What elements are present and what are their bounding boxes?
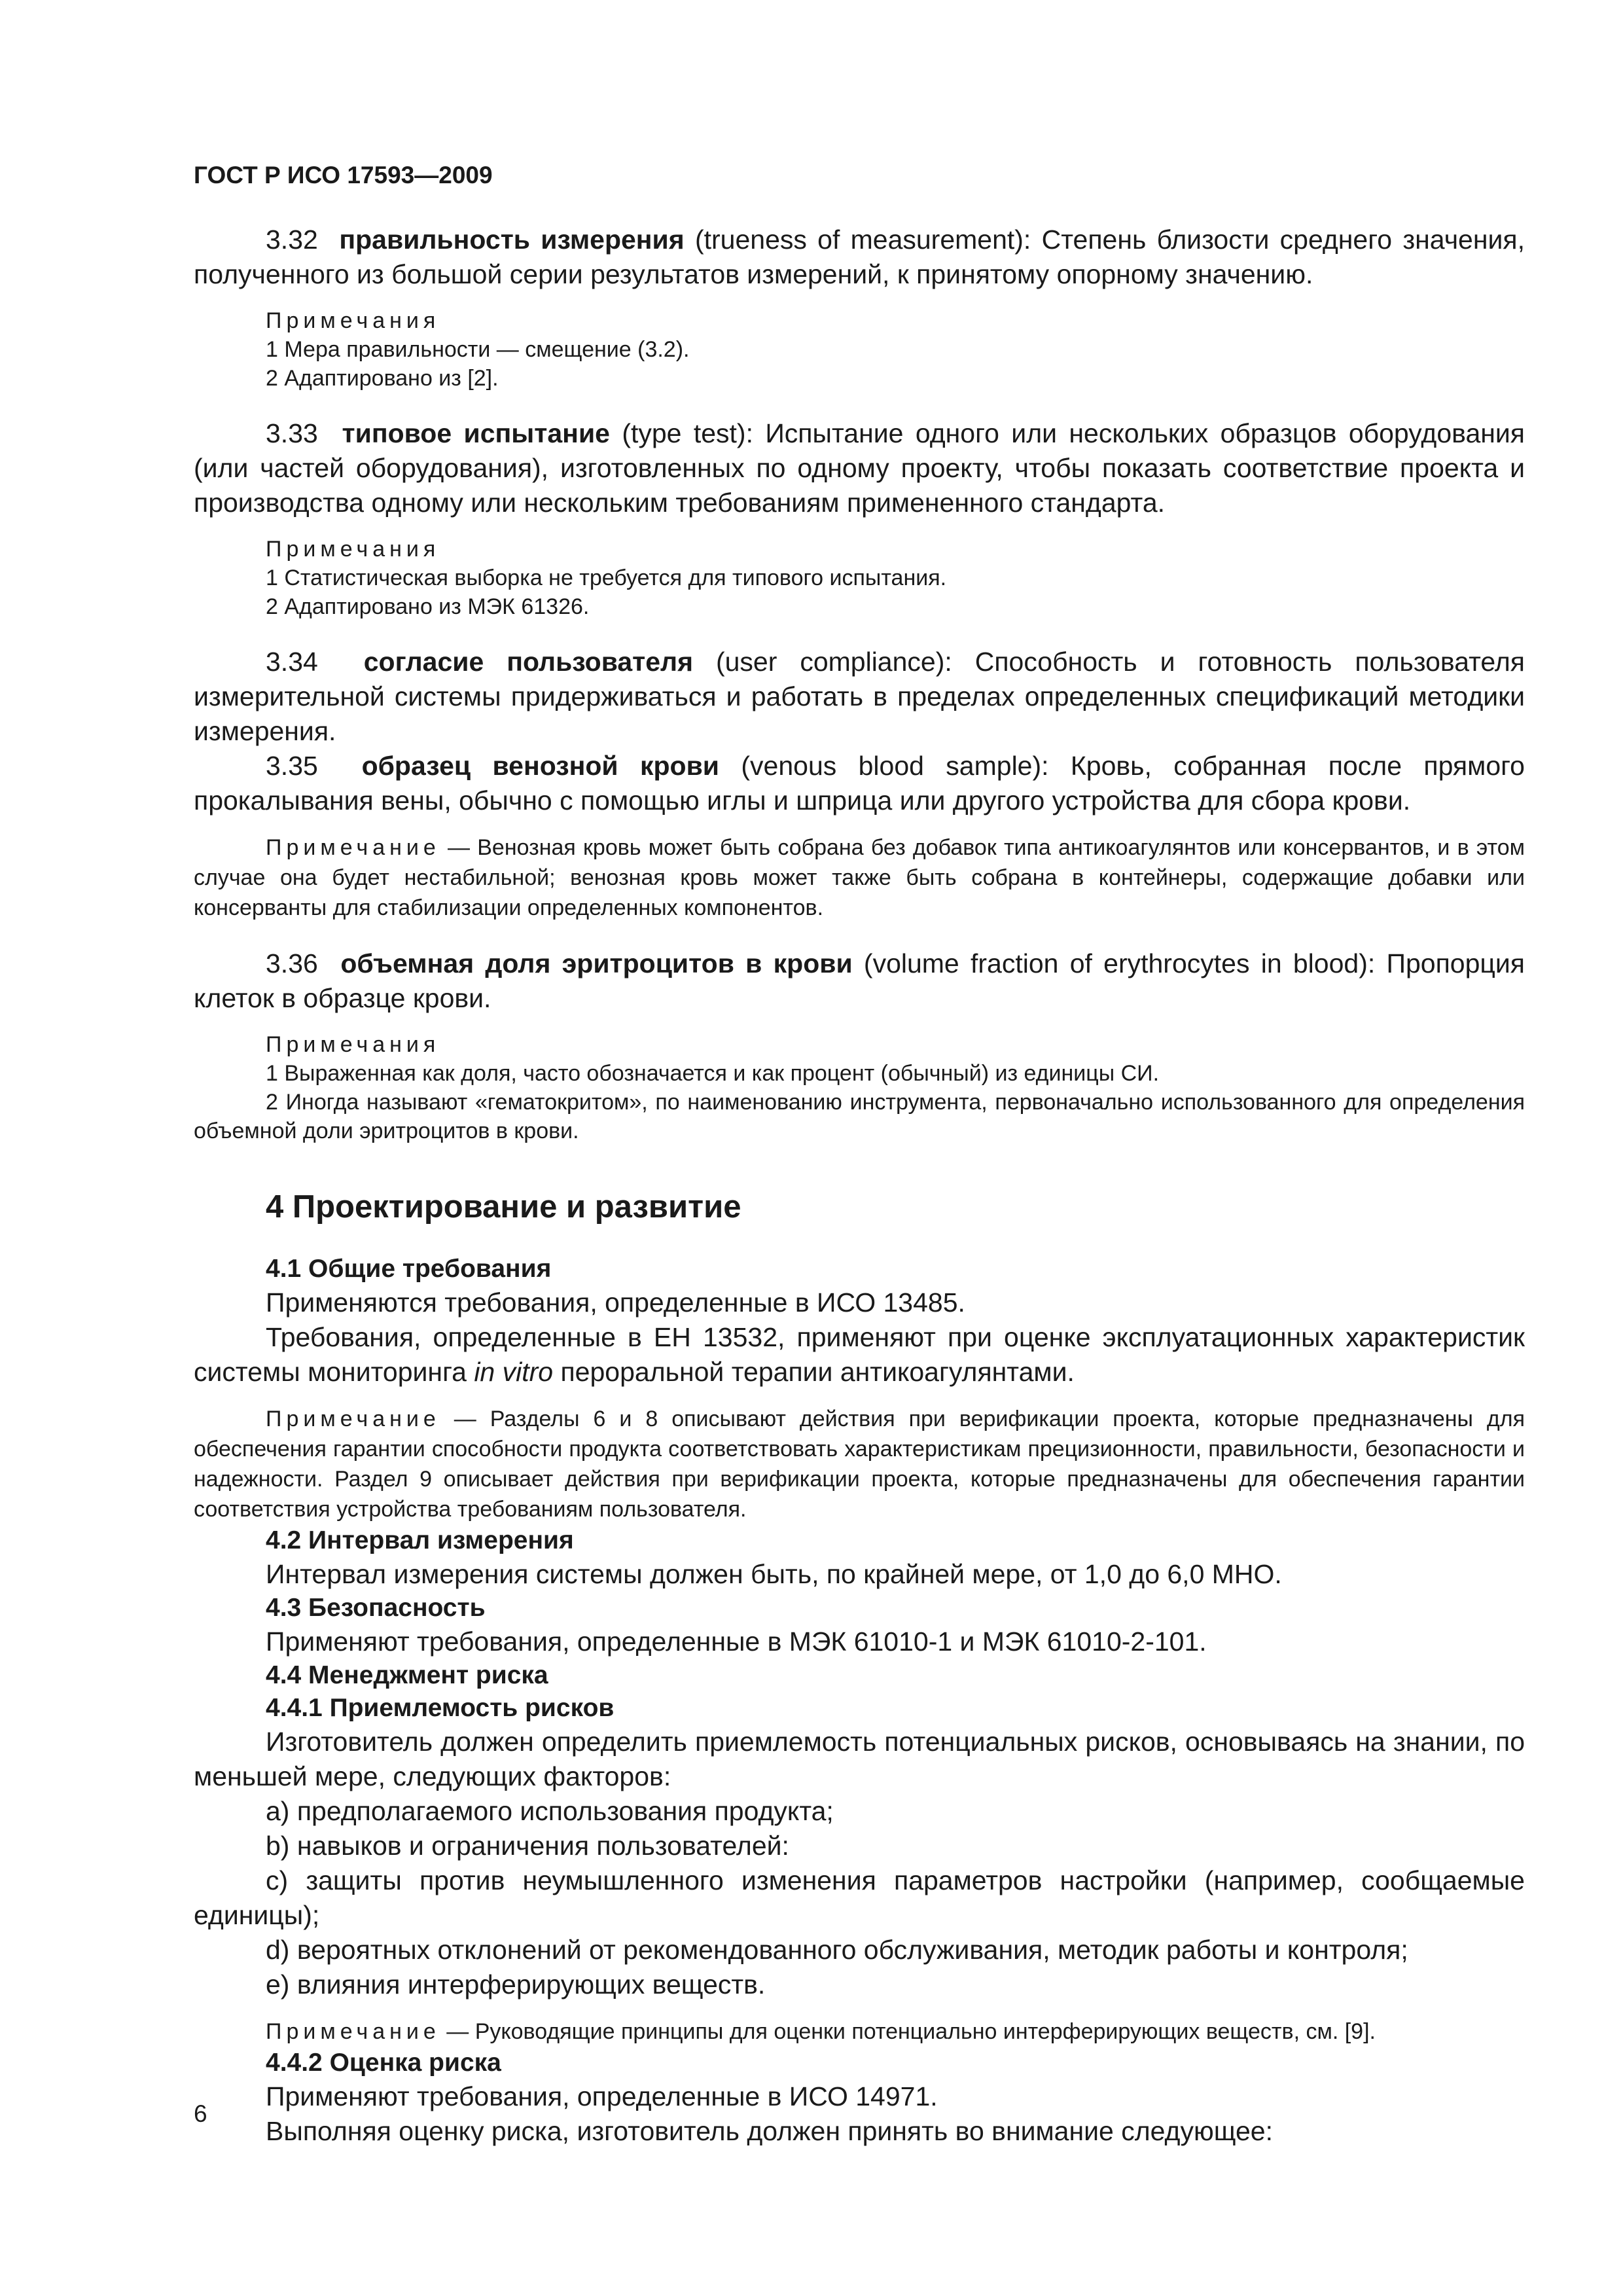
definition-3-34: [194, 645, 1525, 749]
definition-number: 3.35: [266, 751, 318, 781]
definition-3-33: [194, 416, 1525, 520]
paragraph: Применяются требования, определенные в ИСО 13485.: [266, 1287, 965, 1318]
definition-term: объемная доля эритроцитов в крови: [340, 948, 853, 978]
note-item: 1 Мера правильности — смещение (3.2).: [266, 337, 690, 362]
note-item: 1 Статистическая выборка не требуется для типового испытания.: [266, 565, 947, 590]
note-item: 1 Выраженная как доля, часто обозначается и как процент (обычный) из единицы СИ.: [266, 1061, 1160, 1086]
running-title: ГОСТ Р ИСО 17593—2009: [194, 162, 493, 188]
definition-term: согласие пользователя: [363, 647, 694, 677]
definition-term: правильность измерения: [339, 224, 685, 255]
definition-3-35: [194, 749, 1525, 818]
paragraph-text: пероральной терапии антикоагулянтами.: [553, 1357, 1075, 1387]
list-item-b: b) навыков и ограничения пользователей:: [266, 1831, 789, 1861]
paragraph: [194, 1320, 1525, 1390]
paragraph: Применяют требования, определенные в ИСО 14971.: [266, 2081, 938, 2111]
paragraph: Применяют требования, определенные в МЭК 61010-1 и МЭК 61010-2-101.: [266, 1626, 1207, 1657]
paragraph: Выполняя оценку риска, изготовитель должен принять во внимание следующее:: [266, 2116, 1273, 2146]
definition-term: образец венозной крови: [361, 751, 720, 781]
list-item-d: d) вероятных отклонений от рекомендованного обслуживания, методик работы и контроля;: [266, 1935, 1408, 1965]
definition-text: (venous blood sample): Кровь, собранная после прямого прокалывания вены, обычно с помощью иглы и шприца или другого устройства для сбора крови.: [194, 751, 1525, 816]
definition-number: 3.34: [266, 647, 318, 677]
note-paragraph: [194, 833, 1525, 923]
definition-text: (volume fraction of erythrocytes in blood): Пропорция клеток в образце крови.: [194, 948, 1525, 1013]
paragraph-text: Требования, определенные в ЕН 13532, применяют при оценке эксплуатационных характеристик системы мониторинга: [194, 1322, 1525, 1387]
notes-heading: Примечания: [266, 308, 440, 333]
subsection-title-4-3: 4.3 Безопасность: [266, 1594, 486, 1622]
definition-term: типовое испытание: [342, 418, 610, 448]
paragraph: Изготовитель должен определить приемлемость потенциальных рисков, основываясь на знании, по меньшей мере, следующих факторов:: [194, 1727, 1525, 1791]
italic-term: in vitro: [474, 1357, 554, 1387]
subsection-title-4-1: 4.1 Общие требования: [266, 1255, 552, 1283]
note-label: Примечание: [266, 2019, 440, 2044]
subsection-title-4-2: 4.2 Интервал измерения: [266, 1526, 574, 1554]
definition-text: (trueness of measurement): Степень близости среднего значения, полученного из большой серии результатов измерений, к принятому опорному значению.: [194, 224, 1525, 289]
note-label: Примечание: [266, 1407, 440, 1431]
note-text: — Венозная кровь может быть собрана без добавок типа антикоагулянтов или консервантов, и в этом случае она будет нестабильной; венозная кровь может также быть собрана в контейнеры, содержащие добавки или консерванты для стабилизации определенных компонентов.: [194, 835, 1525, 920]
note-text: — Разделы 6 и 8 описывают действия при верификации проекта, которые предназначены для обеспечения гарантии способности продукта соответствовать характеристикам прецизионности, правильности, безопасности и надежности. Раздел 9 описывает действия при верификации проекта, которые предназначены для обеспечения гарантии соответствия устройства требованиям пользователя.: [194, 1407, 1525, 1522]
definition-number: 3.36: [266, 948, 318, 978]
note-item: 2 Адаптировано из [2].: [266, 366, 499, 391]
notes-heading: Примечания: [266, 537, 440, 562]
page-number: 6: [194, 2100, 207, 2127]
paragraph: Интервал измерения системы должен быть, по крайней мере, от 1,0 до 6,0 МНО.: [266, 1559, 1282, 1589]
section-title: 4 Проектирование и развитие: [266, 1189, 741, 1225]
definition-text: (type test): Испытание одного или нескольких образцов оборудования (или частей оборудования), изготовленных по одному проекту, чтобы показать соответствие проекта и производства одному или нескольким требованиям примененного стандарта.: [194, 418, 1525, 518]
definition-number: 3.33: [266, 418, 318, 448]
definition-3-36: [194, 946, 1525, 1016]
note-item: 2 Иногда называют «гематокритом», по наименованию инструмента, первоначально использованного для определения объемной доли эритроцитов в крови.: [194, 1090, 1525, 1143]
list-item-c: c) защиты против неумышленного изменения параметров настройки (например, сообщаемые единицы);: [194, 1865, 1525, 1930]
note-paragraph: [194, 1404, 1525, 1524]
notes-heading: Примечания: [266, 1032, 440, 1057]
definition-text: (user compliance): Способность и готовность пользователя измерительной системы придерживаться и работать в пределах определенных спецификаций методики измерения.: [194, 647, 1525, 746]
note-text: — Руководящие принципы для оценки потенциально интерферирующих веществ, см. [9].: [440, 2019, 1376, 2044]
list-item-e: e) влияния интерферирующих веществ.: [266, 1969, 766, 2000]
definition-3-32: [194, 223, 1525, 292]
definition-number: 3.32: [266, 224, 318, 255]
list-item-a: a) предполагаемого использования продукта;: [266, 1796, 834, 1826]
subsection-title-4-4-2: 4.4.2 Оценка риска: [266, 2049, 501, 2077]
subsection-title-4-4: 4.4 Менеджмент риска: [266, 1661, 548, 1689]
note-item: 2 Адаптировано из МЭК 61326.: [266, 594, 590, 619]
note-label: Примечание: [266, 835, 440, 860]
note-paragraph: [194, 2017, 1525, 2047]
subsection-title-4-4-1: 4.4.1 Приемлемость рисков: [266, 1694, 615, 1722]
